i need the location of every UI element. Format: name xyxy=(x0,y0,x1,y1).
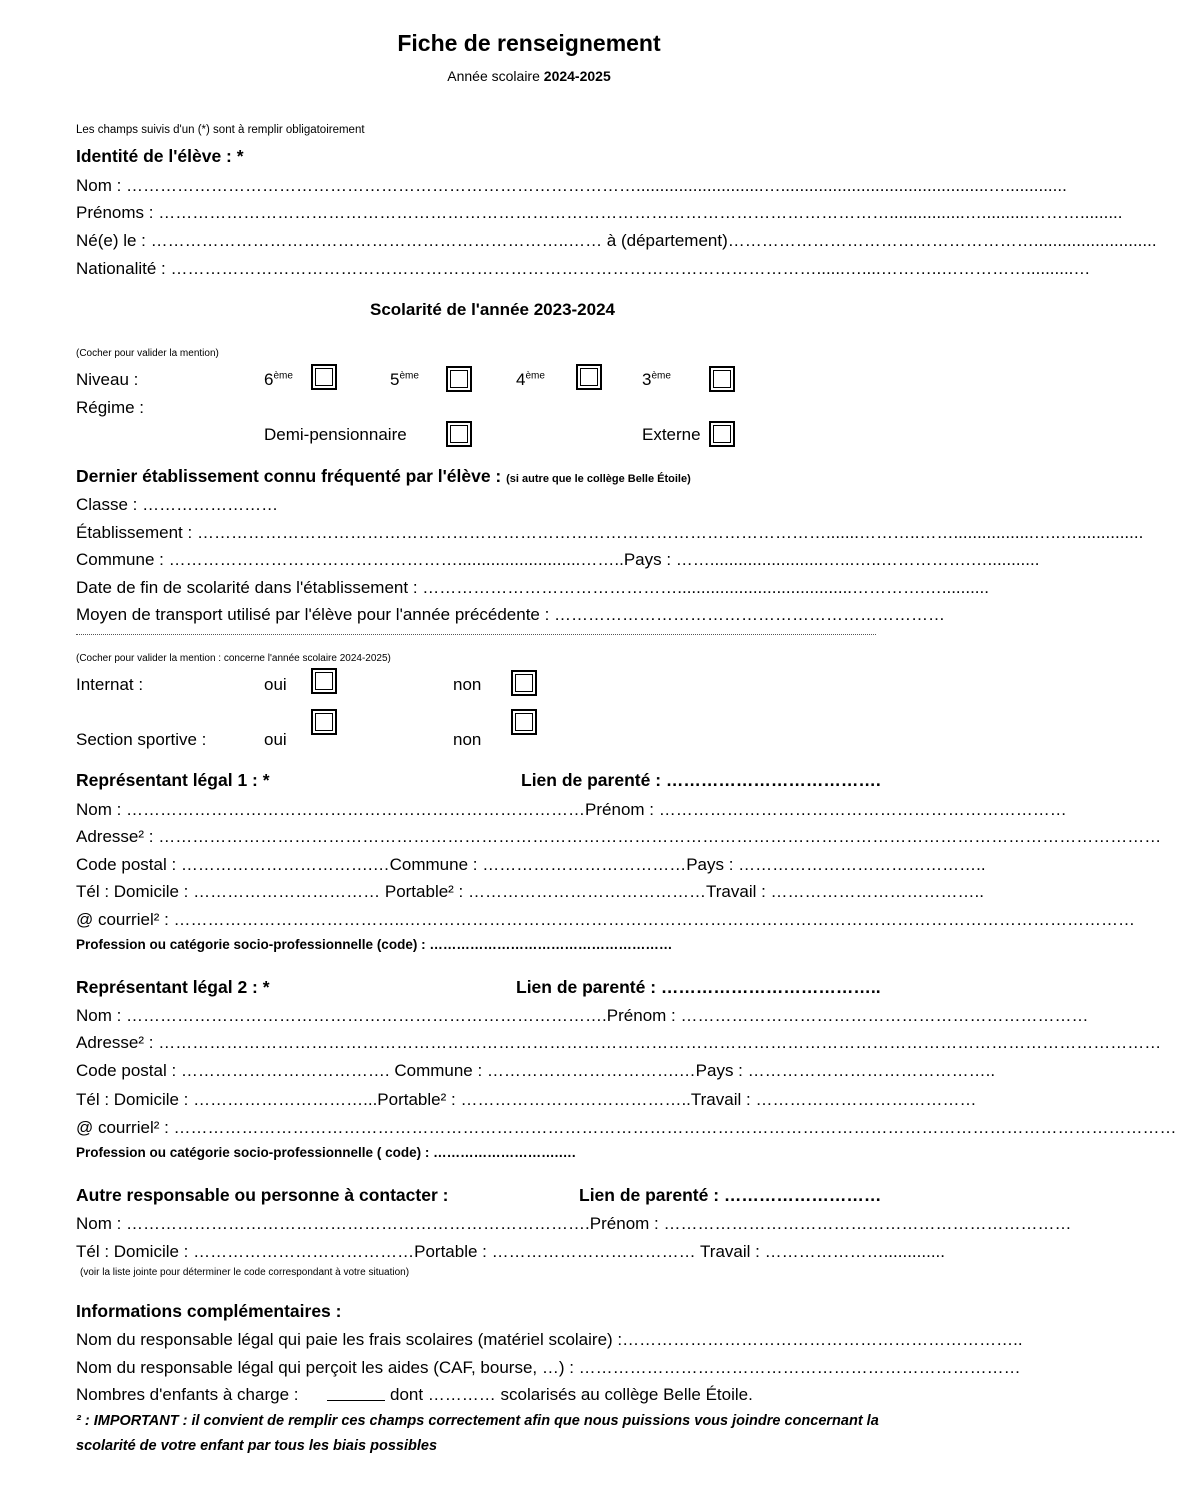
school-year-value: 2024-2025 xyxy=(543,68,611,84)
rep2-adresse-field[interactable]: Adresse² : …………………………………………………………………………………………………………………………………………………………… xyxy=(76,1033,1162,1052)
rep2-cp-field[interactable]: Code postal : ………………………………. Commune : …………………………….…Pays : …………………………………….. xyxy=(76,1061,996,1080)
rep2-tel-field[interactable]: Tél : Domicile : …………………………...Portable² : …………………………………..Travail : ………………………………… xyxy=(76,1090,977,1109)
school-year xyxy=(0,68,1058,84)
rep2-nom-field[interactable]: Nom : ………………………………………………………………………….Prénom : ……………………………………………………………… xyxy=(76,1006,1089,1025)
level-4-label: 4ème xyxy=(516,370,545,389)
identity-birth-field[interactable]: Né(e) le : ………………………………………………………………..…… à (département)……………………………………………….......................... xyxy=(76,231,1157,250)
last-school-commune-field[interactable]: Commune : ……………………………………………..........................……..Pays : ……........................…...…..…………….…........... xyxy=(76,550,1040,569)
level-5-checkbox[interactable] xyxy=(446,366,472,392)
regime-label: Régime : xyxy=(76,398,145,417)
demi-pensionnaire-checkbox[interactable] xyxy=(446,421,472,447)
demi-pensionnaire-label: Demi-pensionnaire xyxy=(264,425,407,444)
important-note-line1: ² : IMPORTANT : il convient de remplir ces champs correctement afin que nous puissions vous joindre concernant la xyxy=(76,1413,879,1429)
rep2-mail-field[interactable]: @ courriel² : …………………………………………………………………………………………………………………………………………………………… xyxy=(76,1118,1177,1137)
rep1-adresse-field[interactable]: Adresse² : …………………………………………………………………………………………………………………………………………………………… xyxy=(76,827,1162,846)
other-contact-tel-field[interactable]: Tél : Domicile : …………………………………Portable : ……………………………… Travail : …………………............. xyxy=(76,1242,945,1261)
required-note: Les champs suivis d'un (*) sont à remplir obligatoirement xyxy=(76,124,365,136)
identity-heading: Identité de l'élève : * xyxy=(76,146,244,166)
internat-non-checkbox[interactable] xyxy=(511,670,537,696)
important-note-line2: scolarité de votre enfant par tous les biais possibles xyxy=(76,1438,438,1454)
rep1-mail-field[interactable]: @ courriel² : …………………………………..………………………………………………………………………………………………………………… xyxy=(76,910,1135,929)
rep2-profession-field[interactable]: Profession ou catégorie socio-professionnelle ( code) : ……………………….…. xyxy=(76,1145,576,1160)
options-note: (Cocher pour valider la mention : concerne l'année scolaire 2024-2025) xyxy=(76,653,391,664)
page-title: Fiche de renseignement xyxy=(397,30,661,56)
children-count-blank[interactable] xyxy=(327,1400,385,1401)
last-school-heading: Dernier établissement connu fréquenté par l'élève : (si autre que le collège Belle Étoile) xyxy=(76,466,691,486)
payer-field[interactable]: Nom du responsable légal qui paie les frais scolaires (matériel scolaire) :…………………………………………………………….. xyxy=(76,1330,1023,1349)
rep1-lien-field[interactable]: Lien de parenté : ………………………………. xyxy=(521,770,881,790)
rep2-lien-field[interactable]: Lien de parenté : ……………………………….. xyxy=(516,977,881,997)
rep1-tel-field[interactable]: Tél : Domicile : …………………………… Portable² : ……………………………………Travail : ……………………………….. xyxy=(76,882,984,901)
level-6-checkbox[interactable] xyxy=(311,364,337,390)
other-contact-lien-field[interactable]: Lien de parenté : ……………………… xyxy=(579,1185,882,1205)
section-non-label: non xyxy=(453,730,482,749)
level-3-label: 3ème xyxy=(642,370,671,389)
children-label: Nombres d'enfants à charge : xyxy=(76,1385,299,1404)
level-6-label: 6ème xyxy=(264,370,293,389)
externe-checkbox[interactable] xyxy=(709,421,735,447)
rep2-heading: Représentant légal 2 : * xyxy=(76,977,270,997)
dotted-divider xyxy=(76,634,876,635)
last-school-transport-field[interactable]: Moyen de transport utilisé par l'élève pour l'année précédente : …………………………………………………………… xyxy=(76,605,946,624)
schooling-heading: Scolarité de l'année 2023-2024 xyxy=(369,300,615,319)
level-5-label: 5ème xyxy=(390,370,419,389)
code-list-note: (voir la liste jointe pour déterminer le code correspondant à votre situation) xyxy=(80,1267,410,1278)
other-contact-nom-field[interactable]: Nom : ……………………………………………………………………….Prénom : ……………………………………………………………… xyxy=(76,1214,1072,1233)
rep1-cp-field[interactable]: Code postal : …………………………….…Commune : ………………………………Pays : …………………………………….. xyxy=(76,855,986,874)
niveau-label: Niveau : xyxy=(76,370,139,389)
children-rest-field[interactable]: dont ………… scolarisés au collège Belle Étoile. xyxy=(390,1385,753,1404)
level-3-checkbox[interactable] xyxy=(709,366,735,392)
internat-oui-label: oui xyxy=(264,675,287,694)
last-school-classe-field[interactable]: Classe : …………………… xyxy=(76,495,279,514)
identity-nom-field[interactable]: Nom : ………………………………………………………………………………...........................…............................................…............. xyxy=(76,176,1067,195)
section-oui-label: oui xyxy=(264,730,287,749)
rep1-profession-field[interactable]: Profession ou catégorie socio-professionnelle (code) : ……………………………………………… xyxy=(76,937,673,952)
section-non-checkbox[interactable] xyxy=(511,709,537,735)
internat-oui-checkbox[interactable] xyxy=(311,668,337,694)
identity-nationality-field[interactable]: Nationalité : ……………………………………………………………………………………………………......…....………..……………..........… xyxy=(76,259,1091,278)
school-year-label: Année scolaire xyxy=(447,68,540,84)
level-4-checkbox[interactable] xyxy=(576,364,602,390)
extra-info-heading: Informations complémentaires : xyxy=(76,1301,342,1321)
schooling-note: (Cocher pour valider la mention) xyxy=(76,348,219,359)
rep1-nom-field[interactable]: Nom : ………………………………………………………………………Prénom : ……………………………………………………………… xyxy=(76,800,1067,819)
identity-prenoms-field[interactable]: Prénoms : …………………………………………………………………………………………………………………................…..........………......... xyxy=(76,203,1123,222)
internat-label: Internat : xyxy=(76,675,144,694)
aid-recipient-field[interactable]: Nom du responsable légal qui perçoit les aides (CAF, bourse, …) : …………………………………………………………………… xyxy=(76,1358,1021,1377)
internat-non-label: non xyxy=(453,675,482,694)
section-sportive-label: Section sportive : xyxy=(76,730,207,749)
section-oui-checkbox[interactable] xyxy=(311,709,337,735)
other-contact-heading: Autre responsable ou personne à contacter : xyxy=(76,1185,449,1205)
last-school-etablissement-field[interactable]: Établissement : ………………………………………………………………………………………………….......………..…….................…..….............. xyxy=(76,523,1144,542)
last-school-date-field[interactable]: Date de fin de scolarité dans l'établissement : ……………………………………….....................................………….….......... xyxy=(76,578,989,597)
rep1-heading: Représentant légal 1 : * xyxy=(76,770,270,790)
externe-label: Externe xyxy=(642,425,701,444)
